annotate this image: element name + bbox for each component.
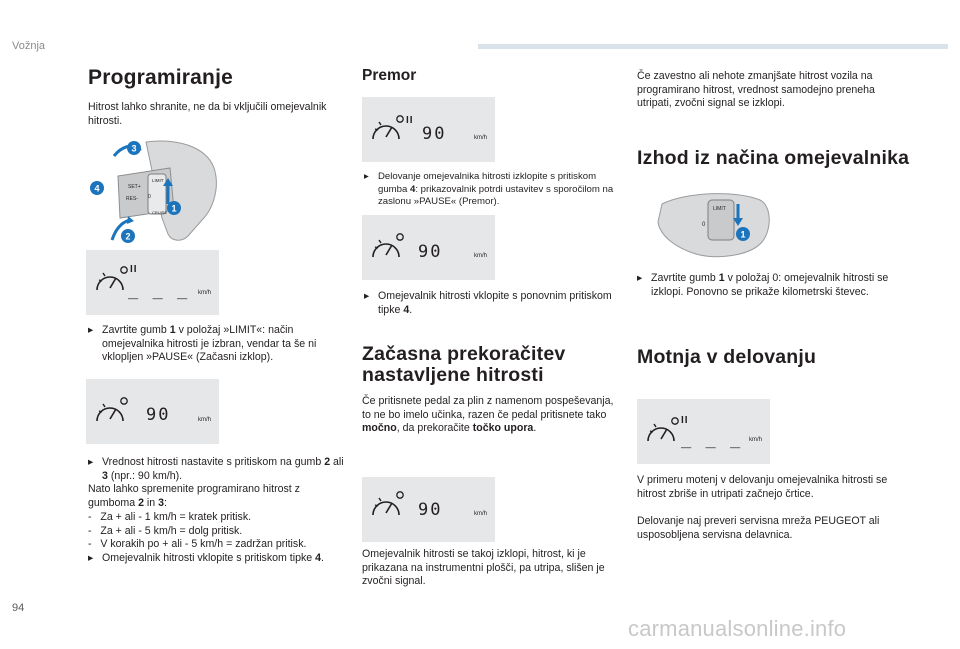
deceleration-paragraph: Če zavestno ali nehote zmanjšate hitrost vozila na programirano hitrost, vrednost samodejno preneha utripati, zvočni signal se izklopi. bbox=[637, 70, 875, 109]
speed-unit: km/h bbox=[198, 290, 212, 296]
speed-unit: km/h bbox=[474, 253, 488, 259]
speedometer-icon bbox=[370, 233, 404, 261]
speedometer-icon bbox=[645, 417, 679, 445]
watermark: carmanualsonline.info bbox=[628, 616, 847, 641]
title-temporary-override: Začasna prekoračitev nastavljene hitrosti bbox=[362, 343, 566, 386]
title-exit-limiter: Izhod iz načina omejevalnika bbox=[637, 147, 910, 169]
speed-unit: km/h bbox=[749, 437, 763, 443]
lever-label-limit: LIMIT bbox=[152, 178, 164, 183]
pause-symbol: II bbox=[130, 264, 138, 275]
speedometer-icon bbox=[94, 397, 128, 425]
bullet-arrow-icon: ▸ bbox=[88, 456, 94, 468]
pause-symbol: II bbox=[406, 115, 414, 126]
change-speed-paragraph: Nato lahko spremenite programirano hitrost z gumboma 2 in 3: bbox=[88, 483, 300, 509]
lever-label-off: 0 bbox=[148, 194, 151, 200]
bullet-reactivate: ▸ Omejevalnik hitrosti vklopite s ponovnim pritiskom tipke 4. bbox=[364, 290, 612, 316]
speed-value: 90 bbox=[422, 124, 447, 144]
display-panel-malfunction bbox=[637, 399, 770, 464]
title-programiranje: Programiranje bbox=[88, 66, 233, 89]
display-panel-90-flashing bbox=[362, 477, 495, 542]
callout-3: 3 bbox=[131, 143, 137, 154]
display-panel-90 bbox=[86, 379, 219, 444]
callout-1: 1 bbox=[740, 229, 746, 240]
callout-2: 2 bbox=[125, 231, 131, 242]
speedometer-icon bbox=[94, 266, 128, 294]
dash-item: - V korakih po + ali - 5 km/h = zadržan pritisk. bbox=[88, 538, 307, 550]
lever-label-cruise: CRUISE bbox=[152, 210, 168, 215]
lever-label-limit: LIMIT bbox=[713, 206, 726, 212]
override-paragraph: Če pritisnete pedal za plin z namenom pospeševanja, to ne bo imelo učinka, razen če pedal pritisnete tako močno, da prekoračite točko upora. bbox=[362, 395, 614, 434]
bullet-pause: ▸ Delovanje omejevalnika hitrosti izklopite s pritiskom gumba 4: prikazovalnik potrdi ustavitev s sporočilom na zaslonu »PAUSE« (Premor). bbox=[364, 171, 614, 207]
speed-dashes: _ _ _ bbox=[128, 280, 190, 300]
lever-off-illustration bbox=[656, 190, 774, 260]
bullet-activate: ▸ Omejevalnik hitrosti vklopite s pritiskom tipke 4. bbox=[88, 552, 324, 564]
dash-item: - Za + ali - 1 km/h = kratek pritisk. bbox=[88, 511, 252, 523]
bullet-arrow-icon: ▸ bbox=[364, 171, 369, 182]
bullet-arrow-icon: ▸ bbox=[364, 290, 370, 302]
malfunction-paragraph: V primeru motenj v delovanju omejevalnika hitrosti se hitrost zbriše in utripati začnejo črtice. bbox=[637, 474, 888, 500]
speed-value: 90 bbox=[418, 242, 443, 262]
dash-list bbox=[88, 511, 353, 552]
callout-4: 4 bbox=[94, 183, 100, 194]
bullet-arrow-icon: ▸ bbox=[637, 272, 643, 284]
pause-symbol: II bbox=[681, 415, 689, 426]
title-premor: Premor bbox=[362, 67, 417, 84]
speed-unit: km/h bbox=[198, 417, 212, 423]
callout-1: 1 bbox=[171, 203, 177, 214]
display-panel-pause-90 bbox=[362, 97, 495, 162]
lever-label-res: RES- bbox=[126, 196, 138, 202]
bullet-exit: ▸ Zavrtite gumb 1 v položaj 0: omejevalnik hitrosti se izklopi. Ponovno se prikaže kilometrski števec. bbox=[637, 272, 889, 298]
section-label: Vožnja bbox=[12, 40, 46, 52]
bullet-arrow-icon: ▸ bbox=[88, 324, 94, 336]
title-malfunction: Motnja v delovanju bbox=[637, 346, 817, 368]
display-panel-pause-dashes bbox=[86, 250, 219, 315]
bullet-arrow-icon: ▸ bbox=[88, 552, 94, 564]
speedometer-icon bbox=[370, 115, 404, 143]
speed-unit: km/h bbox=[474, 511, 488, 517]
lever-label-off: 0 bbox=[702, 222, 706, 228]
speed-unit: km/h bbox=[474, 135, 488, 141]
bullet-limit-select: ▸ Zavrtite gumb 1 v položaj »LIMIT«: način omejevalnika hitrosti je izbran, vendar ta še ni vklopljen »PAUSE« (Začasni izklop). bbox=[88, 324, 317, 363]
header-bar bbox=[478, 44, 948, 49]
speed-value: 90 bbox=[418, 500, 443, 520]
speed-limiter-lever-illustration bbox=[86, 138, 226, 246]
intro-text: Hitrost lahko shranite, ne da bi vključili omejevalnik hitrosti. bbox=[88, 101, 327, 127]
dash-item: - Za + ali - 5 km/h = dolg pritisk. bbox=[88, 524, 243, 537]
display-panel-90 bbox=[362, 215, 495, 280]
speed-dashes: _ _ _ bbox=[681, 429, 743, 449]
page-number: 94 bbox=[12, 602, 25, 614]
speedometer-icon bbox=[370, 491, 404, 519]
bullet-set-value: ▸ Vrednost hitrosti nastavite s pritiskom na gumb 2 ali 3 (npr.: 90 km/h). bbox=[88, 456, 344, 482]
speed-value: 90 bbox=[146, 405, 171, 425]
lever-label-set: SET+ bbox=[128, 184, 141, 190]
flashing-paragraph: Omejevalnik hitrosti se takoj izklopi, hitrost, ki je prikazana na instrumentni plošči, pa utripa, slišen je zvočni signal. bbox=[362, 548, 605, 587]
service-paragraph: Delovanje naj preveri servisna mreža PEUGEOT ali usposobljena servisna delavnica. bbox=[637, 515, 880, 541]
